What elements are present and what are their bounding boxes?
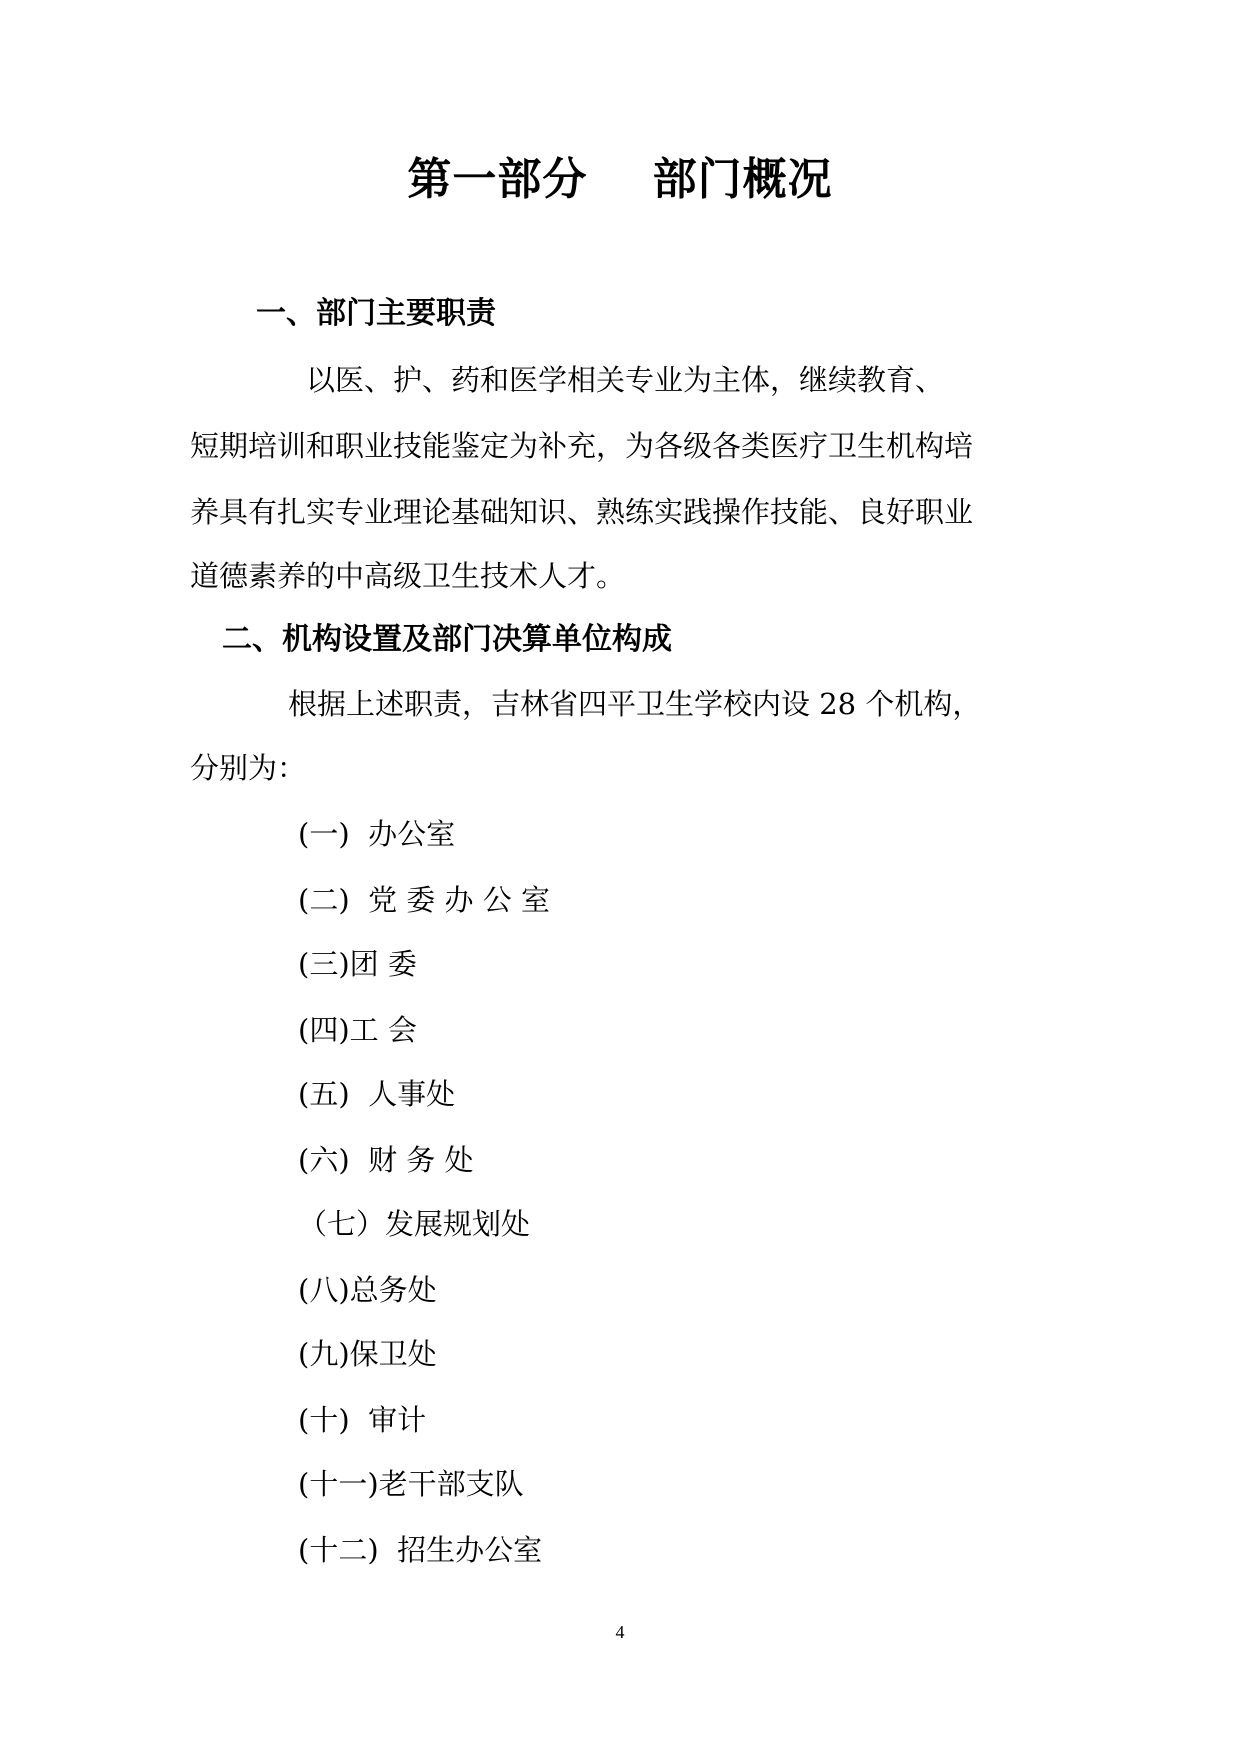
organization-paragraph-line: 根据上述职责，吉林省四平卫生学校内设 28 个机构， — [288, 687, 982, 721]
duties-paragraph-line: 养具有扎实专业理论基础知识、熟练实践操作技能、良好职业 — [190, 495, 974, 529]
organization-paragraph-line: 分别为： — [190, 751, 307, 785]
section-heading-organization: 二、机构设置及部门决算单位构成 — [222, 622, 672, 657]
organization-list-item: (五) 人事处 — [298, 1077, 456, 1111]
organization-list-item: (十一)老干部支队 — [298, 1467, 524, 1501]
organization-list-item: (四)工 会 — [298, 1013, 417, 1047]
duties-paragraph-line: 以医、护、药和医学相关专业为主体，继续教育、 — [306, 363, 945, 397]
organization-list-item: (一) 办公室 — [298, 817, 456, 851]
duties-paragraph-line: 道德素养的中高级卫生技术人才。 — [190, 559, 626, 593]
organization-list-item: (三)团 委 — [298, 947, 417, 981]
section-heading-main-duties: 一、部门主要职责 — [256, 296, 496, 331]
organization-list-item: (八)总务处 — [298, 1273, 437, 1307]
page-number: 4 — [615, 1622, 625, 1642]
organization-list-item: (十) 审计 — [298, 1403, 427, 1437]
organization-list-item: (二) 党 委 办 公 室 — [298, 883, 550, 917]
duties-paragraph-line: 短期培训和职业技能鉴定为补充，为各级各类医疗卫生机构培 — [190, 429, 974, 463]
organization-list-item: (九)保卫处 — [298, 1337, 437, 1371]
page-title: 第一部分 部门概况 — [407, 154, 833, 205]
organization-list-item: (六) 财 务 处 — [298, 1143, 474, 1177]
organization-list-item: （七）发展规划处 — [298, 1207, 531, 1241]
organization-list-item: (十二) 招生办公室 — [298, 1533, 543, 1567]
